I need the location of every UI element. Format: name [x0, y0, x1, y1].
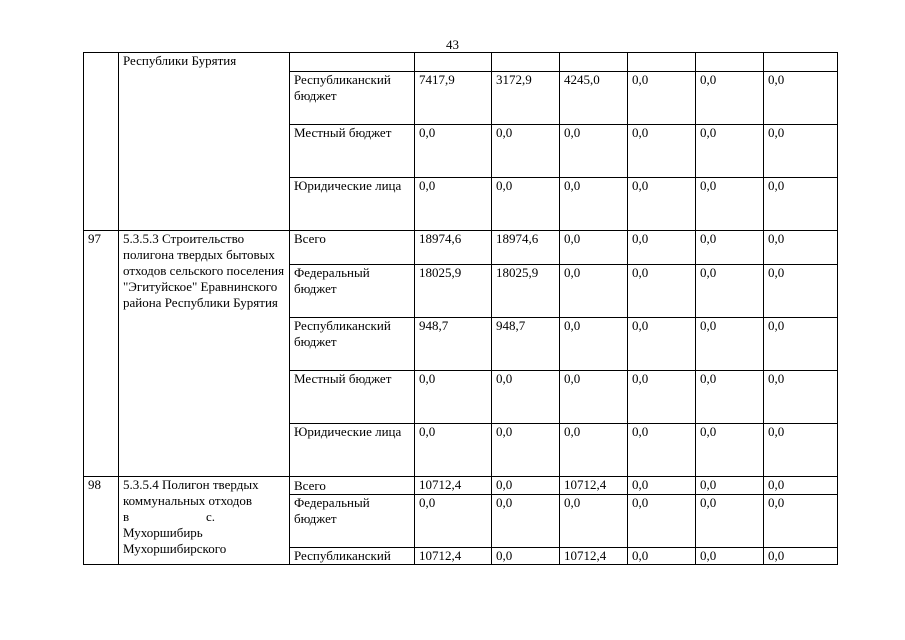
measure-name-cell: 5.3.5.3 Строительство полигона твердых бытовых отходов сельского поселения "Эгитуйское" Еравнинского района Республики Бурятия — [119, 231, 290, 477]
value-cell: 0,0 — [764, 424, 838, 477]
source-cell: Республиканский — [290, 548, 415, 565]
value-cell: 0,0 — [560, 231, 628, 265]
value-cell: 0,0 — [696, 548, 764, 565]
source-cell: Республиканский бюджет — [290, 72, 415, 125]
value-cell: 0,0 — [492, 125, 560, 178]
value-cell: 7417,9 — [415, 72, 492, 125]
source-cell: Всего — [290, 477, 415, 495]
value-cell: 0,0 — [492, 371, 560, 424]
value-cell: 0,0 — [764, 72, 838, 125]
table-row — [84, 53, 838, 72]
value-cell: 0,0 — [764, 231, 838, 265]
value-cell: 0,0 — [696, 178, 764, 231]
measure-name-line: Мухоршибирского — [123, 541, 227, 556]
value-cell — [764, 53, 838, 72]
value-cell: 0,0 — [628, 477, 696, 495]
value-cell: 0,0 — [764, 371, 838, 424]
value-cell: 0,0 — [764, 477, 838, 495]
measure-name-cell: Республики Бурятия — [119, 53, 290, 231]
measure-name-cell — [119, 477, 290, 565]
value-cell: 0,0 — [560, 125, 628, 178]
table-row — [84, 477, 838, 495]
value-cell: 18974,6 — [492, 231, 560, 265]
value-cell: 0,0 — [415, 125, 492, 178]
measure-name-line: 5.3.5.4 Полигон твердых — [123, 477, 259, 492]
value-cell: 0,0 — [492, 178, 560, 231]
value-cell: 0,0 — [696, 231, 764, 265]
source-cell: Юридические лица — [290, 424, 415, 477]
value-cell: 18025,9 — [415, 265, 492, 318]
budget-table — [83, 52, 838, 565]
value-cell: 0,0 — [696, 318, 764, 371]
value-cell: 0,0 — [628, 178, 696, 231]
value-cell — [628, 53, 696, 72]
source-cell: Федеральный бюджет — [290, 265, 415, 318]
measure-name-line: Мухоршибирь — [123, 525, 203, 540]
value-cell: 0,0 — [696, 424, 764, 477]
value-cell: 18025,9 — [492, 265, 560, 318]
value-cell: 0,0 — [560, 495, 628, 548]
page-number: 43 — [446, 37, 459, 52]
value-cell: 0,0 — [764, 125, 838, 178]
value-cell: 0,0 — [560, 318, 628, 371]
measure-name-line: в — [123, 509, 130, 524]
value-cell: 0,0 — [560, 178, 628, 231]
source-cell: Юридические лица — [290, 178, 415, 231]
value-cell: 0,0 — [696, 72, 764, 125]
measure-name-line: с. — [205, 509, 215, 524]
source-cell: Республиканский бюджет — [290, 318, 415, 371]
value-cell: 0,0 — [628, 318, 696, 371]
value-cell: 0,0 — [560, 424, 628, 477]
value-cell: 10712,4 — [415, 548, 492, 565]
value-cell: 0,0 — [764, 495, 838, 548]
value-cell: 0,0 — [628, 231, 696, 265]
value-cell: 0,0 — [492, 495, 560, 548]
value-cell: 948,7 — [415, 318, 492, 371]
source-cell: Местный бюджет — [290, 371, 415, 424]
source-cell: Местный бюджет — [290, 125, 415, 178]
value-cell: 948,7 — [492, 318, 560, 371]
value-cell: 0,0 — [492, 477, 560, 495]
source-cell — [290, 53, 415, 72]
value-cell: 0,0 — [628, 72, 696, 125]
value-cell: 0,0 — [696, 477, 764, 495]
value-cell: 3172,9 — [492, 72, 560, 125]
value-cell: 4245,0 — [560, 72, 628, 125]
value-cell: 0,0 — [492, 548, 560, 565]
value-cell — [560, 53, 628, 72]
value-cell: 0,0 — [764, 178, 838, 231]
value-cell — [492, 53, 560, 72]
value-cell: 10712,4 — [560, 548, 628, 565]
value-cell: 0,0 — [628, 371, 696, 424]
value-cell: 10712,4 — [415, 477, 492, 495]
value-cell: 0,0 — [696, 495, 764, 548]
row-number-cell: 97 — [84, 231, 119, 477]
value-cell: 0,0 — [415, 178, 492, 231]
source-cell: Федеральный бюджет — [290, 495, 415, 548]
value-cell: 0,0 — [696, 371, 764, 424]
value-cell: 0,0 — [764, 548, 838, 565]
value-cell: 18974,6 — [415, 231, 492, 265]
value-cell: 0,0 — [628, 495, 696, 548]
value-cell: 0,0 — [628, 265, 696, 318]
value-cell: 0,0 — [696, 265, 764, 318]
value-cell: 0,0 — [560, 371, 628, 424]
value-cell: 0,0 — [415, 371, 492, 424]
value-cell: 0,0 — [415, 495, 492, 548]
source-cell: Всего — [290, 231, 415, 265]
value-cell: 0,0 — [415, 424, 492, 477]
value-cell — [696, 53, 764, 72]
table-row — [84, 231, 838, 265]
value-cell: 0,0 — [628, 548, 696, 565]
value-cell: 0,0 — [560, 265, 628, 318]
value-cell: 0,0 — [764, 265, 838, 318]
value-cell: 0,0 — [628, 125, 696, 178]
row-number-cell: 98 — [84, 477, 119, 565]
value-cell: 0,0 — [628, 424, 696, 477]
value-cell: 0,0 — [696, 125, 764, 178]
value-cell: 10712,4 — [560, 477, 628, 495]
measure-name-line: коммунальных отходов — [123, 493, 252, 508]
row-number-cell — [84, 53, 119, 231]
value-cell: 0,0 — [492, 424, 560, 477]
value-cell — [415, 53, 492, 72]
value-cell: 0,0 — [764, 318, 838, 371]
